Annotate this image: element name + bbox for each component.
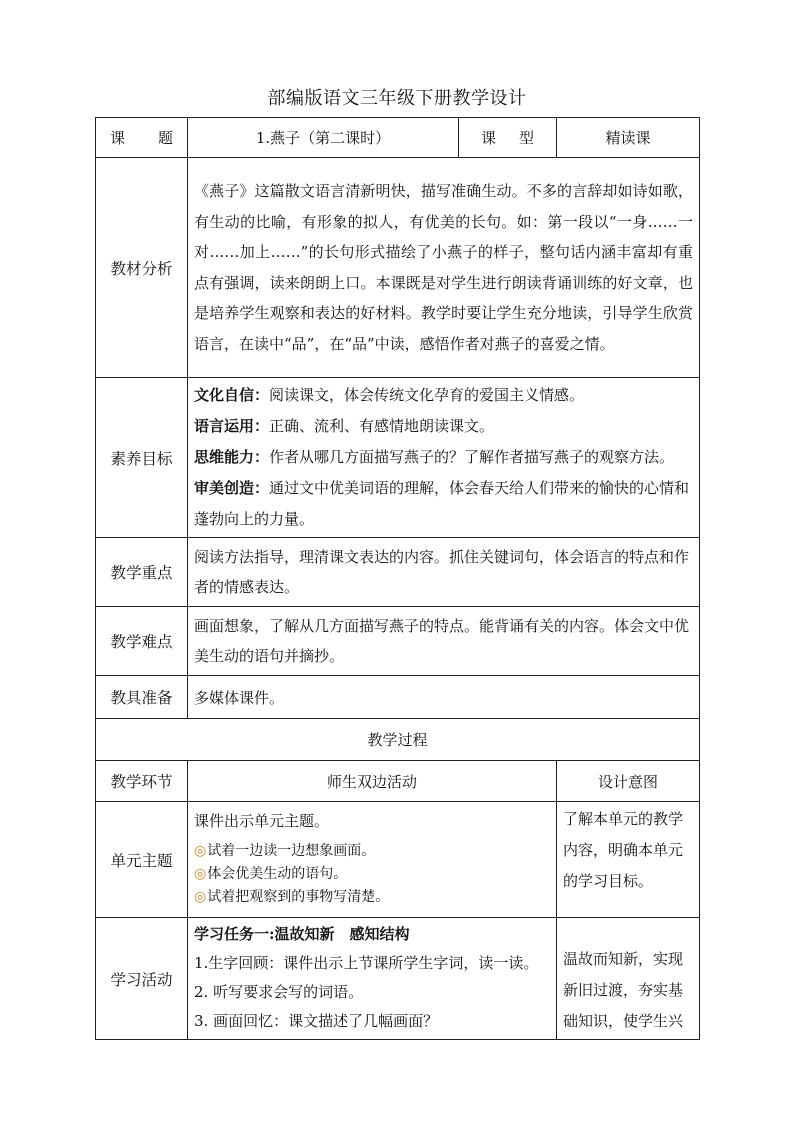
type-label-cell [459,118,557,158]
unit-activity-cell [188,802,557,918]
bullet-icon: ◎ [194,889,207,905]
activity-step: 3. 画面回忆：课文描述了几幅画面？ [194,1012,439,1030]
unit-bullet [194,840,550,863]
phase-header: 教学环节 [96,761,188,802]
unit-row [96,802,700,918]
process-title: 教学过程 [96,719,700,761]
goals-row [96,378,700,538]
lesson-label-b: 题 [157,129,173,147]
unit-bullet-text: 体会优美生动的语句。 [207,866,348,882]
difficulties-text: 画面想象，了解从几方面描写燕子的特点。能背诵有关的内容。体会文中优美生动的语句并摘抄。 [194,617,690,665]
activity-task-title: 学习任务一:温故知新 感知结构 [194,925,410,943]
process-title-row [96,719,700,761]
lesson-type-value: 精读课 [557,118,700,158]
document-title: 部编版语文三年级下册教学设计 [267,88,527,109]
process-header-row [96,761,700,802]
activity-intent-cell [557,918,700,1040]
key-points-row [96,538,700,607]
goal-item [194,380,693,411]
goal-key: 思维能力： [194,448,270,466]
analysis-row [96,158,700,378]
lesson-plan-table [95,117,700,1040]
analysis-text: 《燕子》这篇散文语言清新明快，描写准确生动。不多的言辞却如诗如歌，有生动的比喻，有形象的拟人，有优美的长句。如：第一段以“一身……一对……加上……”的长句形式描绘了小燕子的样子，整句话内涵丰富却有重点有强调，读来朗朗上口。本课既是对学生进行朗读背诵训练的好文章，也是培养学生观察和表达的好材料。教学时要让学生充分地读，引导学生欣赏语言，在读中“品”，在“品”中读，感悟作者对燕子的喜爱之情。 [194,182,693,353]
goal-text: 通过文中优美词语的理解，体会春天给人们带来的愉快的心情和蓬勃向上的力量。 [194,479,690,528]
goals-cell [188,378,700,538]
goal-key: 语言运用： [194,417,270,435]
key-points-label: 教学重点 [96,538,188,607]
key-points-text: 阅读方法指导，理清课文表达的内容。抓住关键词句，体会语言的特点和作者的情感表达。 [194,548,690,596]
goal-item [194,473,693,535]
unit-intro: 课件出示单元主题。 [194,812,330,830]
activity-step: 1.生字回顾：课件出示上节课所学生字词，读一读。 [194,954,539,972]
bullet-icon: ◎ [194,843,207,859]
unit-bullet [194,886,550,909]
bullet-icon: ◎ [194,866,207,882]
activity-intent: 温故而知新，实现新旧过渡，夯实基础知识，使学生兴 [563,950,684,1030]
unit-bullet-text: 试着一边读一边想象画面。 [207,843,376,859]
intent-header: 设计意图 [557,761,700,802]
activity-row [96,918,700,1040]
unit-bullet [194,863,550,886]
activity-step: 2. 听写要求会写的词语。 [194,983,364,1001]
goal-key: 文化自信： [194,386,270,404]
activity-cell [188,918,557,1040]
goal-text: 作者从哪几方面描写燕子的？了解作者描写燕子的观察方法。 [269,448,675,466]
goal-key: 审美创造： [194,479,270,497]
goals-label: 素养目标 [96,378,188,538]
key-points-cell [188,538,700,607]
analysis-cell [188,158,700,378]
analysis-label: 教材分析 [96,158,188,378]
activity-header: 师生双边活动 [188,761,557,802]
type-label-b: 型 [518,129,534,147]
lesson-label-cell [96,118,188,158]
materials-text: 多媒体课件。 [188,676,700,719]
unit-bullet-text: 试着把观察到的事物写清楚。 [207,889,390,905]
difficulties-cell [188,607,700,676]
unit-label: 单元主题 [96,802,188,918]
lesson-label-a: 课 [110,129,126,147]
goal-item [194,411,693,442]
type-label-a: 课 [481,129,497,147]
materials-label: 教具准备 [96,676,188,719]
unit-intent-cell [557,802,700,918]
materials-row [96,676,700,719]
goal-text: 正确、流利、有感情地朗读课文。 [269,417,495,435]
activity-label: 学习活动 [96,918,188,1040]
header-row [96,118,700,158]
goal-item [194,442,693,473]
goal-text: 阅读课文，体会传统文化孕育的爱国主义情感。 [269,386,585,404]
lesson-title: 1.燕子（第二课时） [188,118,459,158]
difficulties-row [96,607,700,676]
difficulties-label: 教学难点 [96,607,188,676]
unit-intent: 了解本单元的教学内容，明确本单元的学习目标。 [563,810,684,890]
